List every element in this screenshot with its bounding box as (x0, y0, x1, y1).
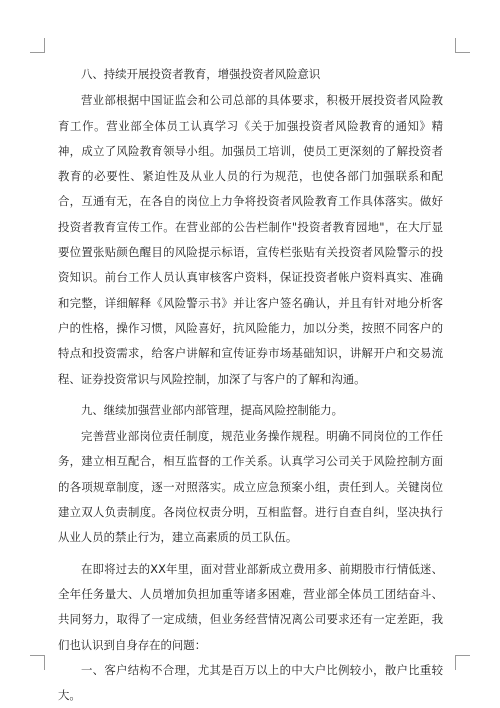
paragraph-problem-1: 一、客户结构不合理，尤其是百万以上的中大户比例较小，散户比重较大。 (58, 662, 443, 703)
crop-mark-top-left (30, 38, 45, 53)
crop-mark-bottom-left (30, 655, 45, 670)
paragraph-investor-education: 营业部根据中国证监会和公司总部的具体要求，积极开展投资者风险教育工作。营业部全体员工认真学习《关于加强投资者风险教育的通知》精神，成立了风险教育领导小组。加强员工培训，使员工更深刻的了解投资者教育的必要性、紧迫性及从业人员的行为规范，也使各部门加强联系和配合，互通有无，在各自的岗位上力争将投资者风险教育工作具体落实。做好投资者教育宣传工作。在营业部的公告栏制作"投资者教育园地"，在大厅显要位置张贴颜色醒目的风险提示标语，宣传栏张贴有关投资者风险警示的投资知识。前台工作人员认真审核客户资料，保证投资者帐户资料真实、准确和完整，详细解释《风险警示书》并让客户签名确认，并且有针对地分析客户的性格，操作习惯，风险喜好，抗风险能力，加以分类，按照不同客户的特点和投资需求，给客户讲解和宣传证券市场基础知识，讲解开户和交易流程、证券投资常识与风险控制，加深了与客户的了解和沟通。 (58, 93, 443, 386)
crop-mark-bottom-right (455, 655, 470, 670)
crop-mark-top-right (455, 38, 470, 53)
paragraph-year-summary: 在即将过去的XX年里，面对营业部新成立费用多、前期股市行情低迷、全年任务量大、人员增加负担加重等诸多困难，营业部全体员工团结奋斗、共同努力，取得了一定成绩，但业务经营情况离公司要求还有一定差距，我们也认识到自身存在的问题： (58, 561, 443, 652)
section-heading-9: 九、继续加强营业部内部管理，提高风险控制能力。 (81, 402, 343, 417)
paragraph-internal-management: 完善营业部岗位责任制度，规范业务操作规程。明确不同岗位的工作任务，建立相互配合，相互监督的工作关系。认真学习公司关于风险控制方面的各项规章制度，逐一对照落实。成立应急预案小组，责任到人。关键岗位建立双人负责制度。各岗位权责分明，互相监督。进行自查自纠，坚决执行从业人员的禁止行为，建立高素质的员工队伍。 (58, 429, 443, 545)
document-body (58, 62, 443, 708)
section-heading-8: 八、持续开展投资者教育，增强投资者风险意识 (81, 67, 321, 81)
